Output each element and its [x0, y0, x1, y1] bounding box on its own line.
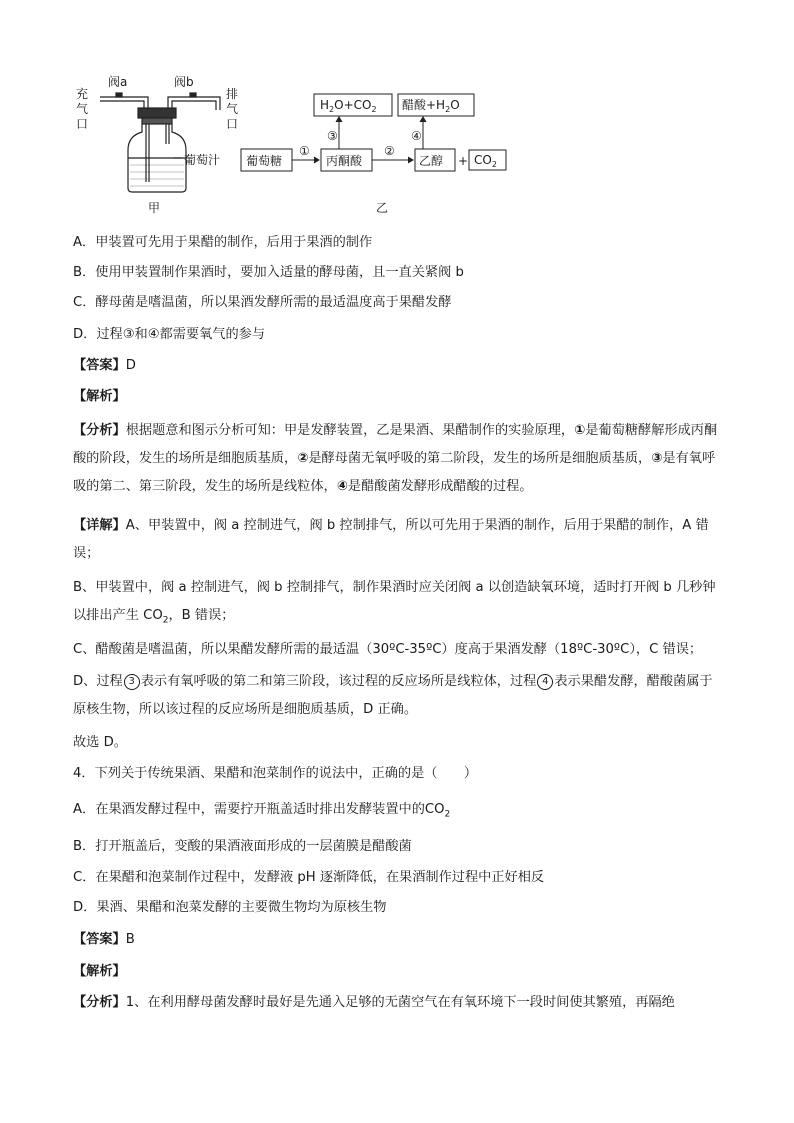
- q3-option-d: D．过程③和④都需要氧气的参与: [73, 327, 266, 342]
- pyruvate-label: 丙酮酸: [326, 154, 363, 168]
- detail-d-text: 表示果醋发酵，醋酸菌属于原核生物，所以该过程的反应场所是细胞质基质，D 正确。: [73, 674, 713, 717]
- acetic-label: 醋酸$+H_2O$: [402, 98, 460, 114]
- fenxi-text: 是酵母菌无氧呼吸的第二阶段，发生的场所是细胞质基质，: [308, 451, 652, 466]
- outlet-label-3: 口: [226, 117, 239, 131]
- inlet-label-1: 充: [76, 87, 89, 101]
- valve-a-label: 阀a: [108, 75, 128, 89]
- co2-formula: CO: [424, 802, 445, 817]
- q3-option-b: B．使用甲装置制作果酒时，要加入适量的酵母菌，且一直关紧阀 b: [73, 265, 464, 280]
- q3-option-c: C．酵母菌是嗜温菌，所以果酒发酵所需的最适温度高于果醋发酵: [73, 295, 452, 310]
- q4-stem: 4．下列关于传统果酒、果醋和泡菜制作的说法中，正确的是（ ）: [73, 766, 478, 781]
- co2-label: $CO_2$: [474, 153, 497, 169]
- answer-tag: 【答案】: [73, 358, 126, 373]
- fenxi-text: 根据题意和图示分析可知：甲是发酵装置，乙是果酒、果醋制作的实验原理，: [125, 423, 575, 438]
- fenxi-text: 1、在利用酵母菌发酵时最好是先通入足够的无菌空气在有氧环境下一段时间使其繁殖，再隔绝: [125, 995, 675, 1010]
- jia-label: 甲: [148, 201, 161, 215]
- q4-option-c: C．在果醋和泡菜制作过程中，发酵液 pH 逐渐降低，在果酒制作过程中正好相反: [73, 870, 545, 885]
- step-4-marker: 4: [537, 674, 553, 690]
- fenxi-step: ②: [297, 451, 309, 466]
- detail-d-text: D、过程: [73, 674, 123, 689]
- fenxi-text: 是醋酸菌发酵形成醋酸的过程。: [347, 479, 533, 494]
- fenxi-tag: 【分析】: [73, 995, 126, 1010]
- q3-answer: [73, 356, 136, 376]
- juice-label: 葡萄汁: [184, 153, 221, 167]
- q4-option-a: [73, 800, 450, 825]
- step-2: ②: [384, 144, 395, 158]
- plus-sign: +: [458, 154, 469, 168]
- q3-analysis-tag: 【解析】: [73, 389, 126, 404]
- pathway-yi: [241, 94, 506, 215]
- outlet-label-1: 排: [226, 87, 239, 101]
- step-4: ④: [411, 129, 422, 143]
- q3-option-a: A．甲装置可先用于果醋的制作，后用于果酒的制作: [73, 235, 373, 250]
- subscript: 2: [162, 615, 169, 626]
- q3-fenxi: [73, 417, 721, 501]
- outlet-label-2: 气: [226, 102, 239, 116]
- h2o-co2-label: $H_2O+CO_2$: [320, 98, 377, 114]
- valve-a: [116, 93, 122, 97]
- detail-b-text: B、甲装置中，阀 a 控制进气，阀 b 控制排气，制作果酒时应关闭阀 a 以创造缺氧环境，适时打开阀 b 几秒钟以排出产生 CO: [73, 580, 716, 623]
- inlet-tube: [100, 97, 148, 108]
- answer-tag: 【答案】: [73, 932, 126, 947]
- q4-option-b: B．打开瓶盖后，变酸的果酒液面形成的一层菌膜是醋酸菌: [73, 839, 412, 854]
- xiangjie-tag: 【详解】: [73, 518, 126, 533]
- fenxi-step: ③: [651, 451, 663, 466]
- inlet-label-2: 气: [76, 102, 89, 116]
- q3-conclusion: 故选 D。: [73, 735, 127, 750]
- stopper: [138, 108, 176, 118]
- q4-answer: [73, 930, 135, 950]
- fenxi-step: ④: [336, 479, 348, 494]
- answer-value: B: [125, 932, 135, 947]
- step-3-marker: 3: [124, 674, 140, 690]
- q3-detail-b: [73, 574, 721, 635]
- answer-value: D: [125, 358, 136, 373]
- step-3: ③: [327, 129, 338, 143]
- detail-d-text: 表示有氧呼吸的第二和第三阶段，该过程的反应场所是线粒体，过程: [140, 674, 537, 689]
- glucose-label: 葡萄糖: [246, 154, 283, 168]
- apparatus-jia: [100, 93, 220, 192]
- q3-detail-d: [73, 668, 721, 724]
- subscript: 2: [444, 809, 451, 820]
- inlet-label-3: 口: [76, 117, 89, 131]
- figure-fermentation: [70, 70, 520, 220]
- q4-fenxi: [73, 993, 675, 1013]
- valve-b: [190, 93, 196, 97]
- valve-b-label: 阀b: [174, 75, 194, 89]
- q4-analysis-tag: 【解析】: [73, 964, 126, 979]
- detail-a-text: A、甲装置中，阀 a 控制进气，阀 b 控制排气，所以可先用于果酒的制作，后用于果醋的制作，A 错误；: [73, 518, 709, 561]
- fenxi-tag: 【分析】: [73, 423, 126, 438]
- step-1: ①: [299, 144, 310, 158]
- q4-option-a-text: A．在果酒发酵过程中，需要拧开瓶盖适时排出发酵装置中的: [73, 802, 425, 817]
- yi-label: 乙: [376, 201, 389, 215]
- fenxi-text: 是葡萄糖酵解形成丙酮酸的阶段，发生的场所是细胞质基质，: [73, 423, 718, 466]
- q3-detail-a: [73, 512, 721, 568]
- q3-detail-c: C、醋酸菌是嗜温菌，所以果醋发酵所需的最适温（30ºC-35ºC）度高于果酒发酵（18ºC-30ºC），C 错误；: [73, 642, 703, 657]
- detail-b-end: ，B 错误；: [168, 608, 235, 623]
- q4-option-d: D．果酒、果醋和泡菜发酵的主要微生物均为原核生物: [73, 900, 387, 915]
- fenxi-step: ①: [574, 423, 586, 438]
- ethanol-label: 乙醇: [419, 154, 444, 168]
- fenxi-text: 是有氧呼吸的第二、第三阶段，发生的场所是线粒体，: [73, 451, 716, 494]
